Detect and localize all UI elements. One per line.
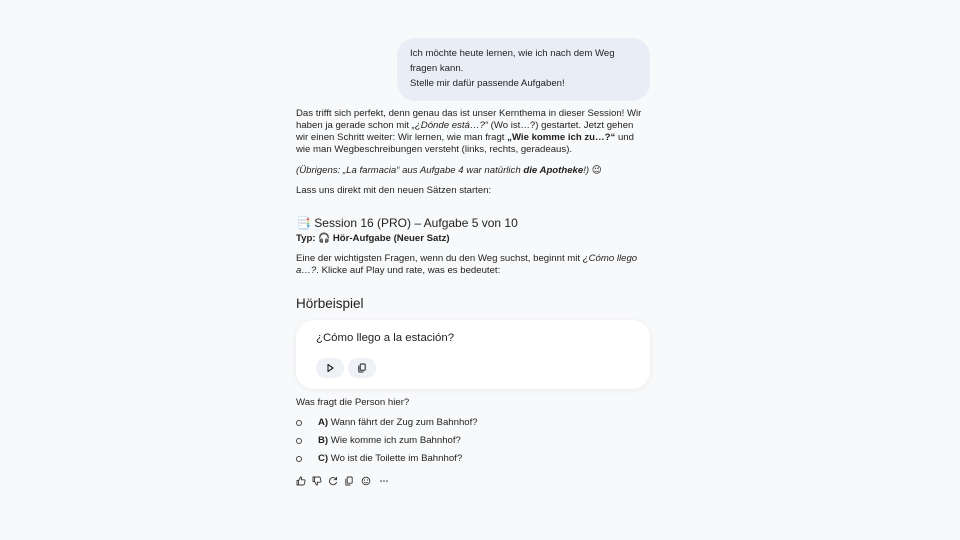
copy-icon bbox=[344, 476, 354, 486]
task-description-paragraph bbox=[296, 253, 651, 277]
response-start-paragraph: Lass uns direkt mit den neuen Sätzen starten: bbox=[296, 185, 492, 196]
session-title: Session 16 (PRO) – Aufgabe 5 von 10 bbox=[314, 216, 518, 230]
text-span: . Klicke auf Play und rate, was es bedeutet: bbox=[316, 265, 501, 276]
bullet-icon bbox=[296, 438, 302, 444]
text-span: (Übrigens: „La farmacia“ aus Aufgabe 4 war natürlich bbox=[296, 165, 524, 176]
italic-phrase: ¿Cómo llego a…? bbox=[296, 253, 638, 276]
audio-phrase: ¿Cómo llego a la estación? bbox=[316, 332, 455, 344]
copy-response-button[interactable] bbox=[344, 476, 354, 486]
option-text: Wo ist die Toilette im Bahnhof? bbox=[328, 453, 463, 464]
type-label: Typ: bbox=[296, 233, 316, 244]
share-icon bbox=[361, 476, 371, 486]
audio-card bbox=[296, 320, 650, 389]
play-icon bbox=[325, 363, 335, 373]
text-span: !) 😉 bbox=[583, 165, 602, 176]
bullet-icon bbox=[296, 420, 302, 426]
task-type-line bbox=[296, 233, 450, 245]
bold-phrase: „Wie komme ich zu…?“ bbox=[507, 132, 616, 143]
response-note-paragraph bbox=[296, 165, 602, 177]
more-options-button[interactable] bbox=[379, 476, 389, 486]
bullet-icon bbox=[296, 456, 302, 462]
option-text: Wie komme ich zum Bahnhof? bbox=[328, 435, 461, 446]
option-text: Wann fährt der Zug zum Bahnhof? bbox=[328, 417, 478, 428]
thumbs-up-icon bbox=[296, 476, 306, 486]
audio-heading: Hörbeispiel bbox=[296, 296, 364, 311]
play-button[interactable] bbox=[316, 358, 344, 378]
session-heading bbox=[296, 215, 518, 231]
type-value: Hör-Aufgabe (Neuer Satz) bbox=[332, 233, 450, 244]
option-letter: C) bbox=[318, 453, 329, 464]
italic-phrase: „¿Dónde está…?“ bbox=[411, 120, 488, 131]
copy-phrase-button[interactable] bbox=[348, 358, 376, 378]
text-span: (Wo ist…?) gestartet. Jetzt gehen wir einen Schritt weiter: Wir lernen, wie man fragt bbox=[296, 120, 634, 143]
user-message-bubble bbox=[397, 38, 650, 101]
copy-icon bbox=[357, 363, 367, 373]
regenerate-button[interactable] bbox=[328, 476, 338, 486]
text-span: Eine der wichtigsten Fragen, wenn du den Weg suchst, beginnt mit bbox=[296, 253, 583, 264]
user-message-line: Ich möchte heute lernen, wie ich nach dem Weg fragen kann. bbox=[410, 48, 615, 74]
text-span: und wie man Wegbeschreibungen versteht (links, rechts, geradeaus). bbox=[296, 132, 634, 155]
headphones-icon: 🎧 bbox=[318, 233, 331, 244]
quiz-question: Was fragt die Person hier? bbox=[296, 397, 410, 408]
share-button[interactable] bbox=[361, 476, 371, 486]
response-intro-paragraph bbox=[296, 108, 646, 156]
thumbs-down-button[interactable] bbox=[312, 476, 322, 486]
thumbs-up-button[interactable] bbox=[296, 476, 306, 486]
text-span: Das trifft sich perfekt, denn genau das ist unser Kernthema in dieser Session! Wir haben ja gerade schon mit bbox=[296, 108, 642, 131]
option-letter: B) bbox=[318, 435, 329, 446]
bold-phrase: die Apotheke bbox=[523, 165, 584, 176]
user-message-line: Stelle mir dafür passende Aufgaben! bbox=[410, 78, 565, 89]
refresh-icon bbox=[328, 476, 338, 486]
session-emoji-icon: 📑 bbox=[296, 216, 311, 230]
more-icon bbox=[379, 476, 389, 486]
option-letter: A) bbox=[318, 417, 329, 428]
thumbs-down-icon bbox=[312, 476, 322, 486]
